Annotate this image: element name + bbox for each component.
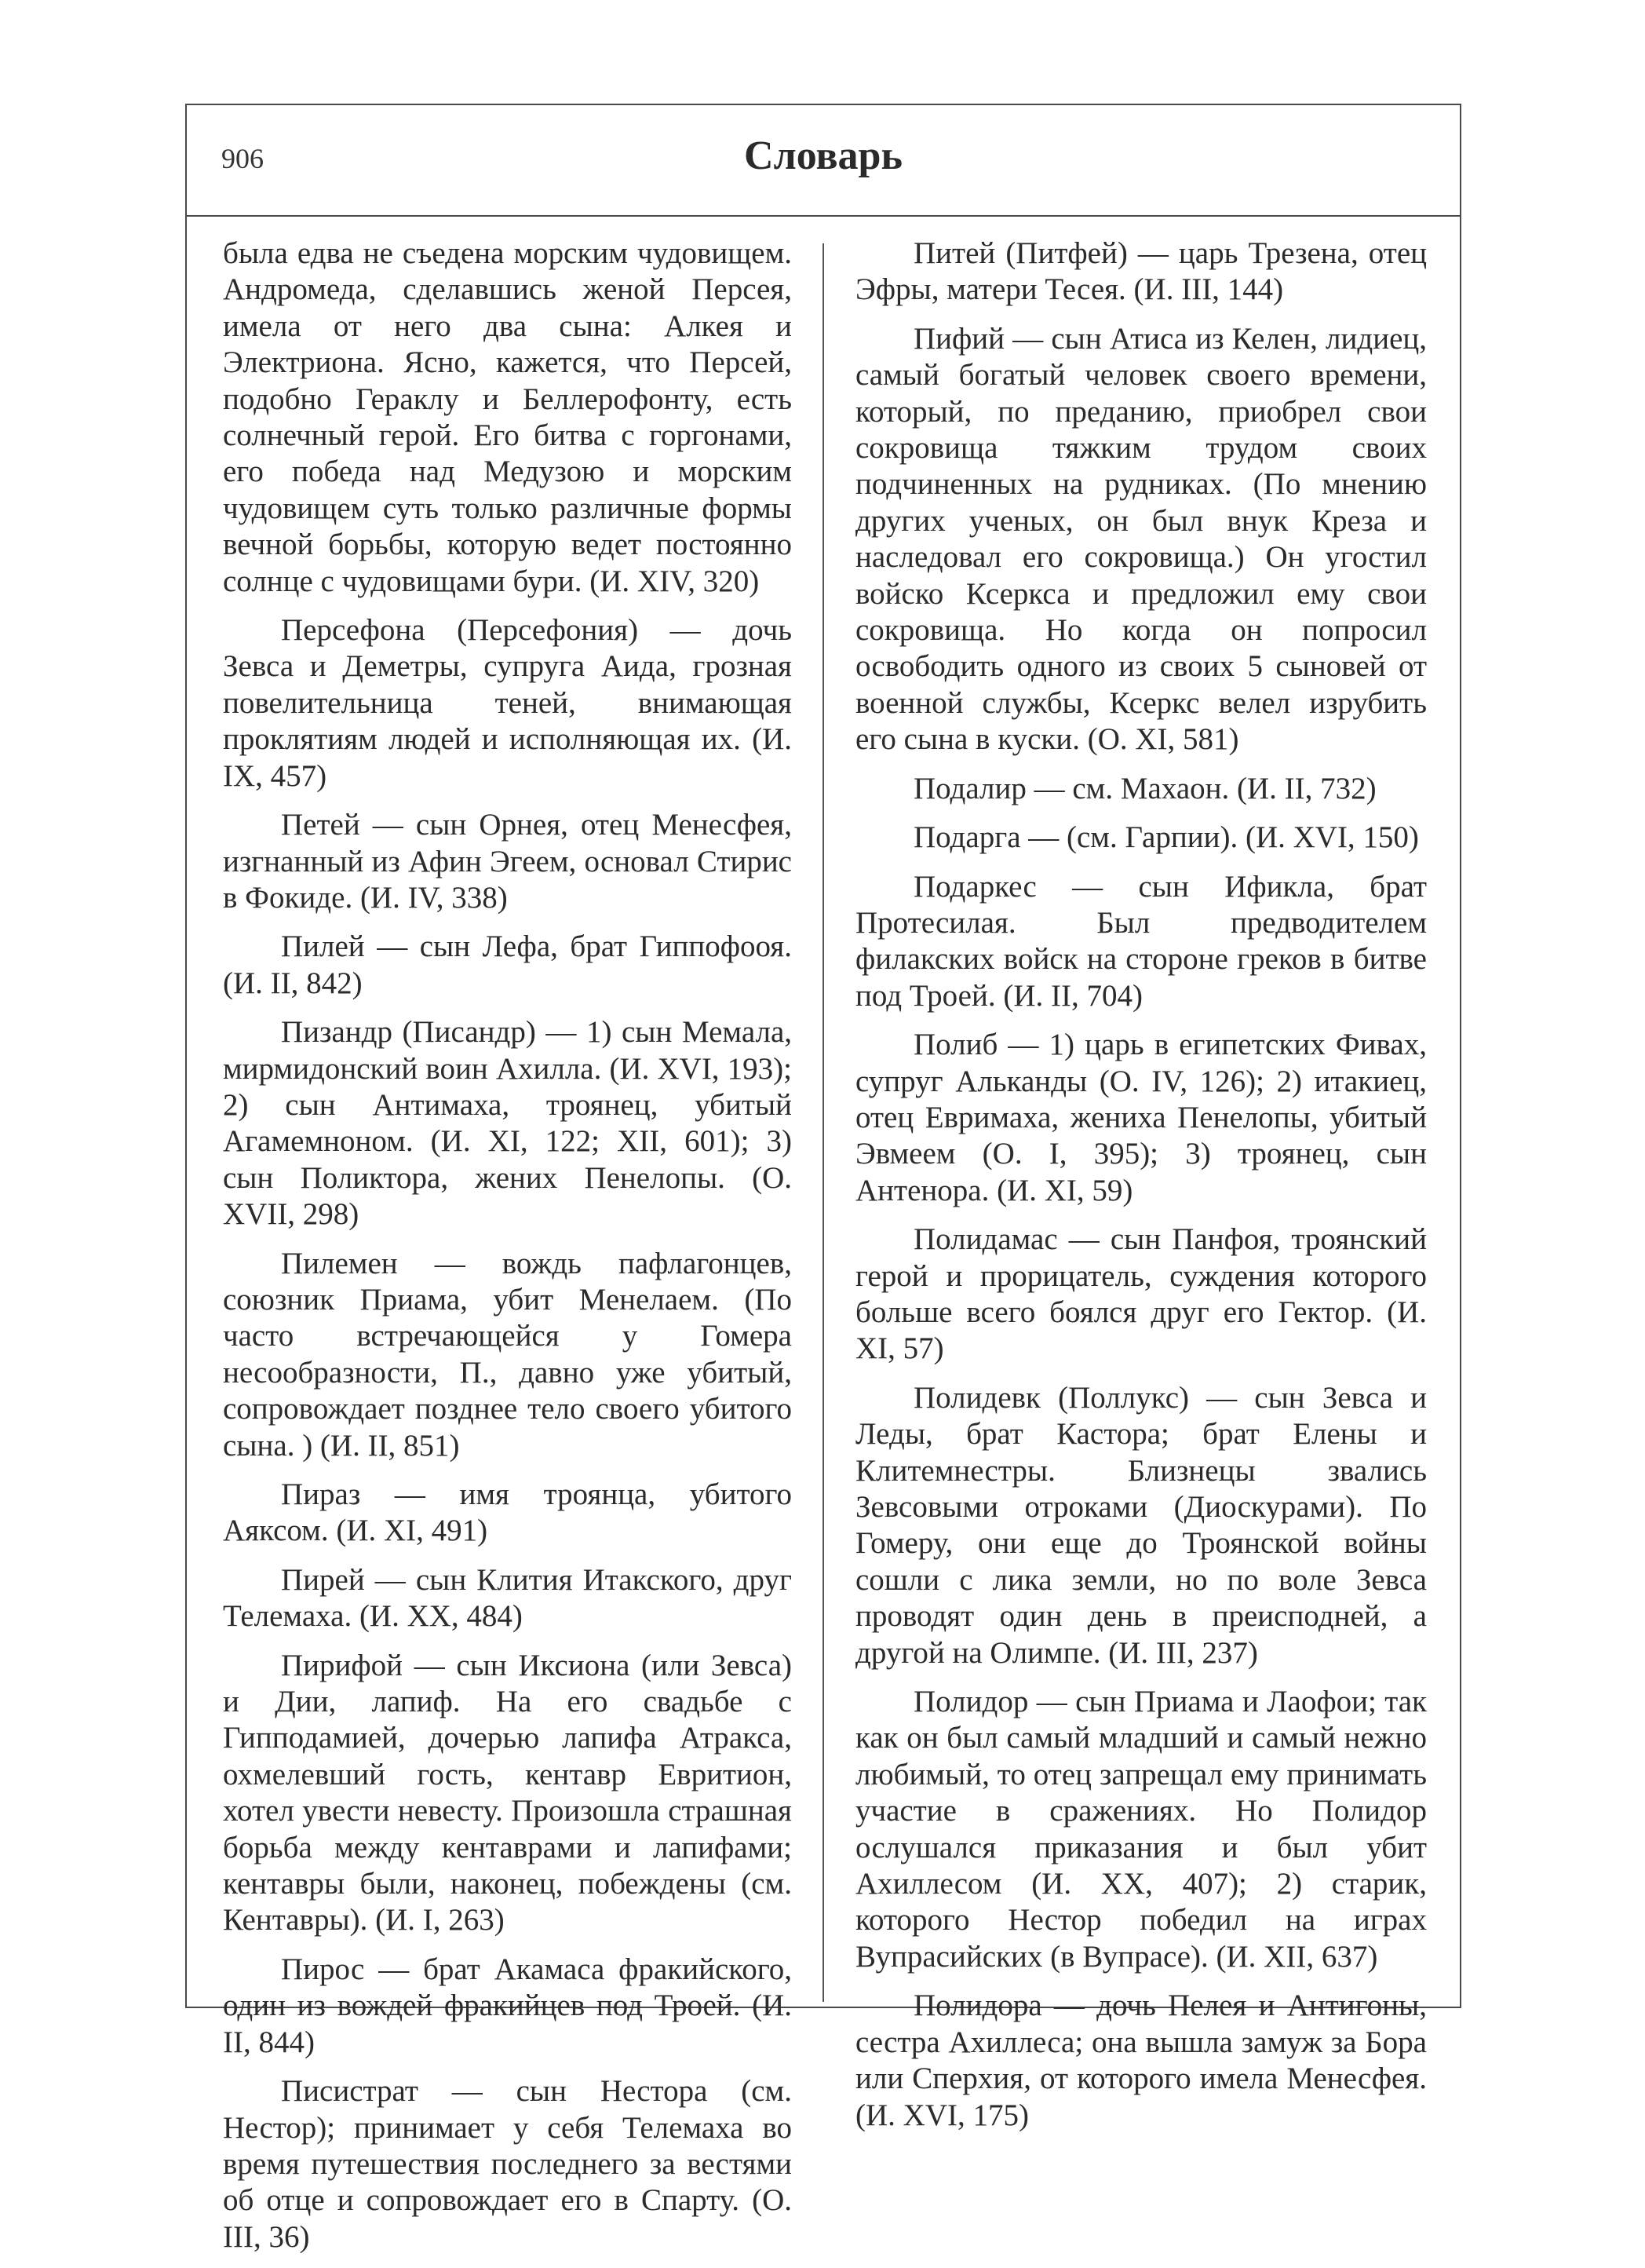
right-column — [855, 236, 1427, 2146]
dictionary-entry: Пирос — брат Акамаса фракийского, один из вождей фракийцев под Троей. (И. II, 844) — [223, 1952, 792, 2059]
page-header — [187, 105, 1460, 217]
column-divider — [822, 243, 824, 2002]
dictionary-entry: Подарга — (см. Гарпии). (И. XVI, 150) — [914, 820, 1419, 855]
dictionary-entry: Петей — сын Орнея, отец Менесфея, изгнанный из Афин Эгеем, основал Стирис в Фокиде. (И. IV, 338) — [223, 808, 792, 915]
dictionary-entry: Пилей — сын Лефа, брат Гиппофооя. (И. II, 842) — [223, 929, 792, 1000]
dictionary-entry: Пирифой — сын Иксиона (или Зевса) и Дии, лапиф. На его свадьбе с Гипподамией, дочерью лапифа Атракса, охмелевший гость, кентавр Евритион, хотел увести невесту. Произошла страшная борьба между кентаврами и лапифами; кентавры были, наконец, побеждены (см. Кентавры). (И. I, 263) — [223, 1648, 792, 1937]
page-frame — [185, 104, 1461, 2254]
page-number: 906 — [221, 143, 264, 174]
dictionary-entry: Подаркес — сын Ификла, брат Протесилая. Был предводителем филакских войск на стороне греков в битве под Троей. (И. II, 704) — [855, 869, 1427, 1013]
dictionary-entry: Писистрат — сын Нестора (см. Нестор); принимает у себя Телемаха во время путешествия последнего за вестями об отце и сопровождает его в Спарту. (О. III, 36) — [223, 2074, 792, 2254]
left-column — [223, 236, 792, 2268]
dictionary-entry: Подалир — см. Махаон. (И. II, 732) — [914, 771, 1377, 805]
dictionary-entry: Пифий — сын Атиса из Келен, лидиец, самый богатый человек своего времени, который, по преданию, приобрел свои сокровища тяжким трудом своих подчиненных на рудниках. (По мнению других ученых, он был внук Креза и наследовал его сокровища.) Он угостил войско Ксеркса и предложил ему свои сокровища. Но когда он попросил освободить одного из своих 5 сыновей от военной службы, Ксеркс велел изрубить его сына в куски. (О. XI, 581) — [855, 321, 1427, 757]
dictionary-entry: Полидевк (Поллукс) — сын Зевса и Леды, брат Кастора; брат Елены и Клитемнестры. Близнецы звались Зевсовыми отроками (Диоскурами). По Гомеру, они еще до Троянской войны сошли с лика земли, но по воле Зевса проводят один день в преисподней, а другой на Олимпе. (И. III, 237) — [855, 1380, 1427, 1670]
dictionary-entry: Пирей — сын Клития Итакского, друг Телемаха. (И. XX, 484) — [223, 1562, 792, 1634]
dictionary-entry: Полидора — дочь Пелея и Антигоны, сестра Ахиллеса; она вышла замуж за Бора или Сперхия, от которого имела Менесфея. (И. XVI, 175) — [855, 1989, 1427, 2132]
dictionary-entry: Полидор — сын Приама и Лаофои; так как он был самый младший и самый нежно любимый, то отец запрещал ему принимать участие в сражениях. Но Полидор ослушался приказания и был убит Ахиллесом (И. XX, 407); 2) старик, которого Нестор победил на играх Вупрасийских (в Вупрасе). (И. XII, 637) — [855, 1685, 1427, 1974]
page-title: Словарь — [744, 133, 903, 178]
dictionary-entry: Персефона (Персефония) — дочь Зевса и Деметры, супруга Аида, грозная повелительница теней, внимающая проклятиям людей и исполняющая их. (И. IX, 457) — [223, 613, 792, 793]
dictionary-entry: Пилемен — вождь пафлагонцев, союзник Приама, убит Менелаем. (По часто встречающейся у Гомера несообразности, П., давно уже убитый, сопровождает позднее тело своего убитого сына. ) (И. II, 851) — [223, 1246, 792, 1463]
dictionary-entry: Полидамас — сын Панфоя, троянский герой и прорицатель, суждения которого больше всего боялся друг его Гектор. (И. XI, 57) — [855, 1222, 1427, 1366]
dictionary-entry: была едва не съедена морским чудовищем. Андромеда, сделавшись женой Персея, имела от него два сына: Алкея и Электриона. Ясно, кажется, что Персей, подобно Гераклу и Беллерофонту, есть солнечный герой. Его битва с горгонами, его победа над Медузою и морским чудовищем суть только различные формы вечной борьбы, которую ведет постоянно солнце с чудовищами бури. (И. XIV, 320) — [223, 236, 792, 598]
dictionary-entry: Питей (Питфей) — царь Трезена, отец Эфры, матери Тесея. (И. III, 144) — [855, 236, 1427, 307]
dictionary-entry: Полиб — 1) царь в египетских Фивах, супруг Альканды (О. IV, 126); 2) итакиец, отец Евримаха, жениха Пенелопы, убитый Эвмеем (О. I, 395); 3) троянец, сын Антенора. (И. XI, 59) — [855, 1028, 1427, 1207]
dictionary-entry: Пизандр (Писандр) — 1) сын Мемала, мирмидонский воин Ахилла. (И. XVI, 193); 2) сын Антимаха, троянец, убитый Агамемноном. (И. XI, 122; XII, 601); 3) сын Поликтора, жених Пенелопы. (О. XVII, 298) — [223, 1015, 792, 1232]
dictionary-entry: Пираз — имя троянца, убитого Аяксом. (И. XI, 491) — [223, 1477, 792, 1548]
